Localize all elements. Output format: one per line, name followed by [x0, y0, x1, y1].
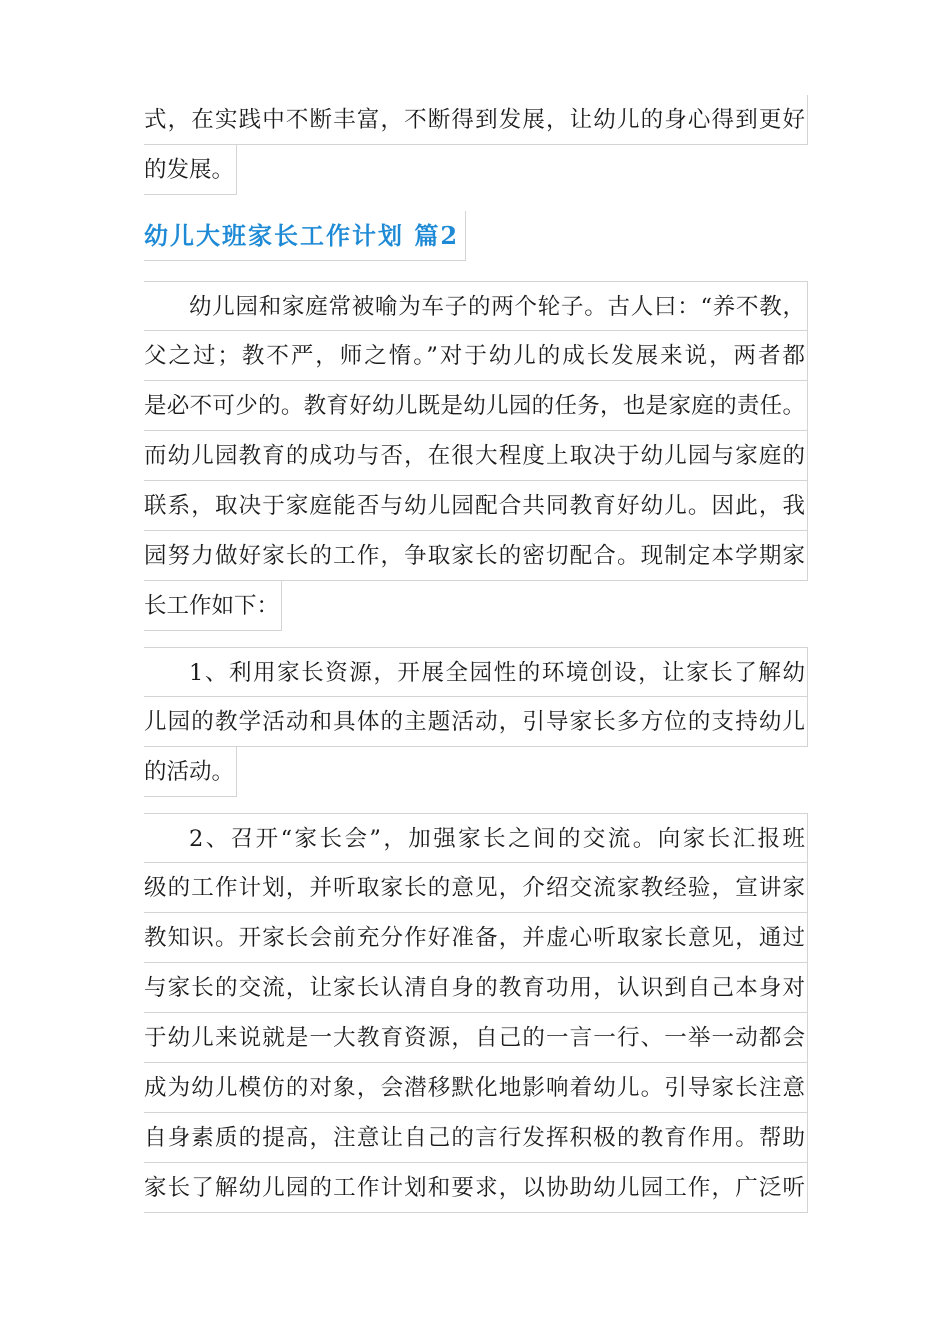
item2-line-3: 教知识。开家长会前充分作好准备，并虚心听取家长意见，通过 [144, 913, 808, 963]
intro-line-2: 的发展。 [144, 145, 237, 195]
paragraph1-line-2: 父之过；教不严，师之惰。”对于幼儿的成长发展来说，两者都 [144, 331, 808, 381]
paragraph1-line-7: 长工作如下： [144, 581, 282, 631]
section-heading: 幼儿大班家长工作计划 篇2 [144, 211, 466, 261]
intro-line-1: 式，在实践中不断丰富，不断得到发展，让幼儿的身心得到更好 [144, 95, 808, 145]
item1-line-1: 1、利用家长资源，开展全园性的环境创设，让家长了解幼 [144, 647, 808, 697]
item2-line-1: 2、召开“家长会”，加强家长之间的交流。向家长汇报班 [144, 813, 808, 863]
paragraph1-line-5: 联系，取决于家庭能否与幼儿园配合共同教育好幼儿。因此，我 [144, 481, 808, 531]
paragraph1-line-3: 是必不可少的。教育好幼儿既是幼儿园的任务，也是家庭的责任。 [144, 381, 808, 431]
paragraph1-line-4: 而幼儿园教育的成功与否，在很大程度上取决于幼儿园与家庭的 [144, 431, 808, 481]
item1-line-3: 的活动。 [144, 747, 237, 797]
item2-line-7: 自身素质的提高，注意让自己的言行发挥积极的教育作用。帮助 [144, 1113, 808, 1163]
paragraph1-line-6: 园努力做好家长的工作，争取家长的密切配合。现制定本学期家 [144, 531, 808, 581]
item2-line-8: 家长了解幼儿园的工作计划和要求，以协助幼儿园工作，广泛听 [144, 1163, 808, 1213]
item2-line-4: 与家长的交流，让家长认清自身的教育功用，认识到自己本身对 [144, 963, 808, 1013]
item2-line-2: 级的工作计划，并听取家长的意见，介绍交流家教经验，宣讲家 [144, 863, 808, 913]
item2-line-6: 成为幼儿模仿的对象，会潜移默化地影响着幼儿。引导家长注意 [144, 1063, 808, 1113]
item2-line-5: 于幼儿来说就是一大教育资源，自己的一言一行、一举一动都会 [144, 1013, 808, 1063]
paragraph1-line-1: 幼儿园和家庭常被喻为车子的两个轮子。古人曰：“养不教， [144, 281, 808, 331]
item1-line-2: 儿园的教学活动和具体的主题活动，引导家长多方位的支持幼儿 [144, 697, 808, 747]
